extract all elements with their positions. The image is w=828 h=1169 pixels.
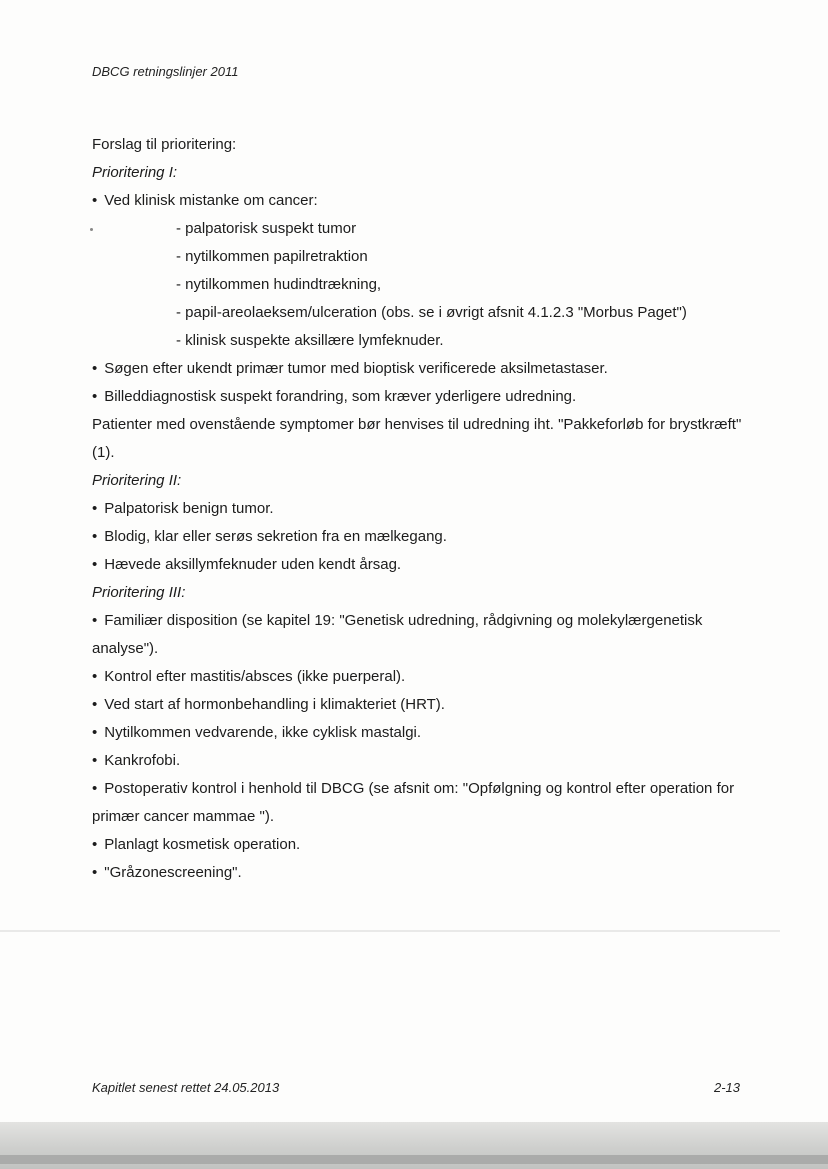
- sub-item: - nytilkommen papilretraktion: [176, 248, 368, 265]
- bullet-text: Postoperativ kontrol i henhold til DBCG (se afsnit om: "Opfølgning og kontrol efter operation for primær cancer mammae ").: [92, 780, 735, 825]
- bullet-marker: •: [92, 724, 98, 741]
- footer-revision-date: Kapitlet senest rettet 24.05.2013: [92, 1080, 280, 1095]
- section3-heading: Prioritering III:: [92, 584, 186, 601]
- bullet-marker: •: [92, 836, 98, 853]
- sub-item: - palpatorisk suspekt tumor: [176, 220, 357, 237]
- sub-item: - nytilkommen hudindtrækning,: [176, 276, 382, 293]
- bullet-item: [92, 859, 744, 887]
- scan-artifact-line: [0, 930, 780, 932]
- document-content: [92, 131, 744, 887]
- page-header: DBCG retningslinjer 2011: [92, 64, 239, 79]
- bullet-text: Blodig, klar eller serøs sekretion fra en mælkegang.: [104, 528, 447, 545]
- bullet-text: Planlagt kosmetisk operation.: [104, 836, 301, 853]
- bullet-marker: •: [92, 360, 98, 377]
- section1-heading: Prioritering I:: [92, 164, 178, 181]
- scanner-edge-dark-strip: [0, 1155, 828, 1164]
- bullet-text: Ved start af hormonbehandling i klimakteriet (HRT).: [104, 696, 445, 713]
- bullet-text: Ved klinisk mistanke om cancer:: [104, 192, 318, 209]
- bullet-marker: •: [92, 696, 98, 713]
- bullet-item: [92, 495, 744, 523]
- bullet-item: [92, 747, 744, 775]
- page-footer: [92, 1080, 740, 1095]
- bullet-item: [92, 607, 744, 663]
- bullet-marker: •: [92, 192, 98, 209]
- section2-heading: Prioritering II:: [92, 472, 182, 489]
- bullet-item: [92, 383, 744, 411]
- bullet-text: Nytilkommen vedvarende, ikke cyklisk mastalgi.: [104, 724, 422, 741]
- bullet-item: [92, 775, 744, 831]
- sub-item: - papil-areolaeksem/ulceration (obs. se i øvrigt afsnit 4.1.2.3 "Morbus Paget"): [176, 304, 687, 321]
- bullet-item: [92, 523, 744, 551]
- bullet-text: Familiær disposition (se kapitel 19: "Genetisk udredning, rådgivning og molekylærgenetisk analyse").: [92, 612, 703, 657]
- bullet-text: Søgen efter ukendt primær tumor med bioptisk verificerede aksilmetastaser.: [104, 360, 608, 377]
- bullet-marker: •: [92, 612, 98, 629]
- intro-line: Forslag til prioritering:: [92, 136, 237, 153]
- footer-page-number: 2-13: [713, 1080, 740, 1095]
- bullet-marker: •: [92, 556, 98, 573]
- bullet-item: [92, 551, 744, 579]
- bullet-marker: •: [92, 752, 98, 769]
- bullet-item: [92, 187, 744, 215]
- bullet-text: Billeddiagnostisk suspekt forandring, som kræver yderligere udredning.: [104, 388, 577, 405]
- bullet-marker: •: [92, 500, 98, 517]
- bullet-text: Hævede aksillymfeknuder uden kendt årsag.: [104, 556, 402, 573]
- bullet-text: Kontrol efter mastitis/absces (ikke puerperal).: [104, 668, 406, 685]
- bullet-text: "Gråzonescreening".: [104, 864, 242, 881]
- bullet-marker: •: [92, 864, 98, 881]
- paragraph: Patienter med ovenstående symptomer bør henvises til udredning iht. "Pakkeforløb for brystkræft"(1).: [92, 416, 742, 461]
- bullet-marker: •: [92, 388, 98, 405]
- bullet-item: [92, 663, 744, 691]
- bullet-item: [92, 719, 744, 747]
- bullet-item: [92, 355, 744, 383]
- bullet-text: Kankrofobi.: [104, 752, 181, 769]
- bullet-marker: •: [92, 668, 98, 685]
- scan-dot-artifact: [90, 228, 93, 231]
- bullet-text: Palpatorisk benign tumor.: [104, 500, 274, 517]
- bullet-item: [92, 691, 744, 719]
- bullet-marker: •: [92, 780, 98, 797]
- bullet-marker: •: [92, 528, 98, 545]
- sub-item: - klinisk suspekte aksillære lymfeknuder.: [176, 332, 444, 349]
- bullet-item: [92, 831, 744, 859]
